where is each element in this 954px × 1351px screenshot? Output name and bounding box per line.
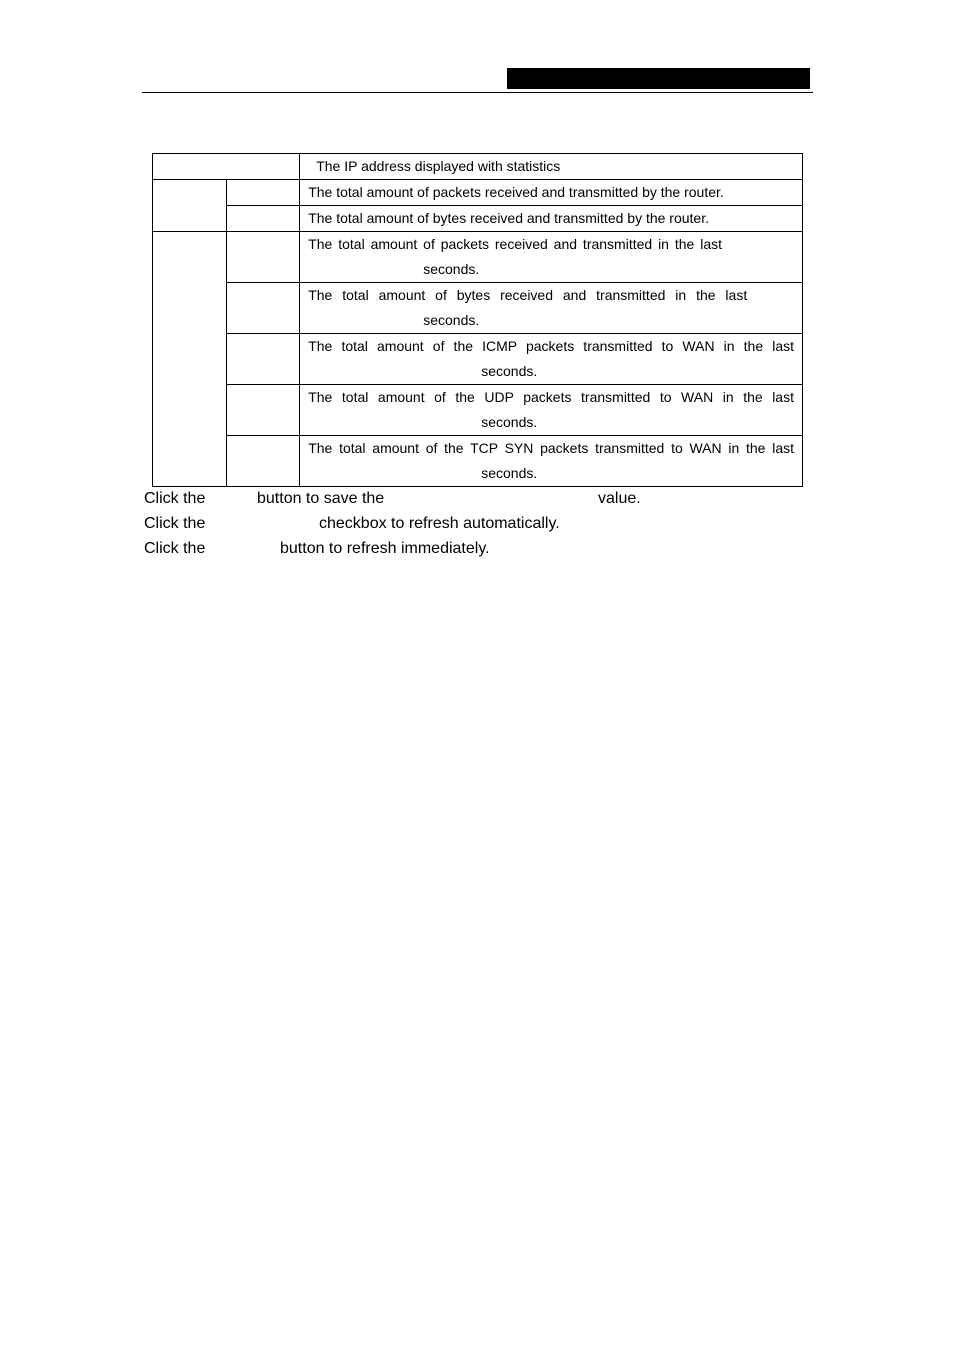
total-bytes-description: The total amount of bytes received and transmitted by the router. xyxy=(300,206,803,232)
current-packets-line2: seconds. xyxy=(423,261,480,277)
current-packets-line1: The total amount of packets received and transmitted in the last xyxy=(308,236,722,252)
table-row-current-tcp-syn xyxy=(153,436,803,487)
current-tcp-syn-description xyxy=(300,436,803,487)
total-group-cell xyxy=(153,180,227,232)
table-row-current-bytes xyxy=(153,283,803,334)
current-bytes-line1: The total amount of bytes received and transmitted in the last xyxy=(308,287,748,303)
current-udp-line1: The total amount of the UDP packets transmitted to WAN in the last xyxy=(308,389,794,405)
paragraph-save-part2: button to save the xyxy=(257,490,385,507)
ip-description: The IP address displayed with statistics xyxy=(300,154,803,180)
table-row-total-packets xyxy=(153,180,803,206)
total-packets-label-cell xyxy=(227,180,300,206)
current-tcp-syn-line1: The total amount of the TCP SYN packets transmitted to WAN in the last xyxy=(308,440,794,456)
table-row-current-packets xyxy=(153,232,803,283)
total-packets-description: The total amount of packets received and transmitted by the router. xyxy=(300,180,803,206)
current-udp-description xyxy=(300,385,803,436)
total-bytes-label-cell xyxy=(227,206,300,232)
header-rule xyxy=(142,92,813,93)
ip-label-cell xyxy=(153,154,300,180)
current-udp-label-cell xyxy=(227,385,300,436)
current-icmp-label-cell xyxy=(227,334,300,385)
table-row-current-icmp xyxy=(153,334,803,385)
table-row-total-bytes xyxy=(153,206,803,232)
paragraph-refresh-part2: button to refresh immediately. xyxy=(280,540,490,557)
current-tcp-syn-line2: seconds. xyxy=(481,465,538,481)
paragraph-auto-refresh-part2: checkbox to refresh automatically. xyxy=(319,515,560,532)
paragraph-save-part1: Click the xyxy=(144,490,206,507)
paragraph-refresh xyxy=(144,539,490,599)
current-icmp-line1: The total amount of the ICMP packets transmitted to WAN in the last xyxy=(308,338,794,354)
statistics-table xyxy=(152,153,803,487)
current-bytes-description xyxy=(300,283,803,334)
current-bytes-line2: seconds. xyxy=(423,312,480,328)
current-icmp-line2: seconds. xyxy=(481,363,538,379)
current-tcp-syn-label-cell xyxy=(227,436,300,487)
paragraph-auto-refresh-part1: Click the xyxy=(144,515,206,532)
table-row-current-udp xyxy=(153,385,803,436)
current-packets-label-cell xyxy=(227,232,300,283)
current-group-cell xyxy=(153,232,227,487)
current-packets-description xyxy=(300,232,803,283)
header-bar xyxy=(507,68,810,89)
table-row-ip xyxy=(153,154,803,180)
current-udp-line2: seconds. xyxy=(481,414,538,430)
paragraph-save-part3: value. xyxy=(598,490,641,507)
current-icmp-description xyxy=(300,334,803,385)
current-bytes-label-cell xyxy=(227,283,300,334)
paragraph-refresh-part1: Click the xyxy=(144,540,206,557)
